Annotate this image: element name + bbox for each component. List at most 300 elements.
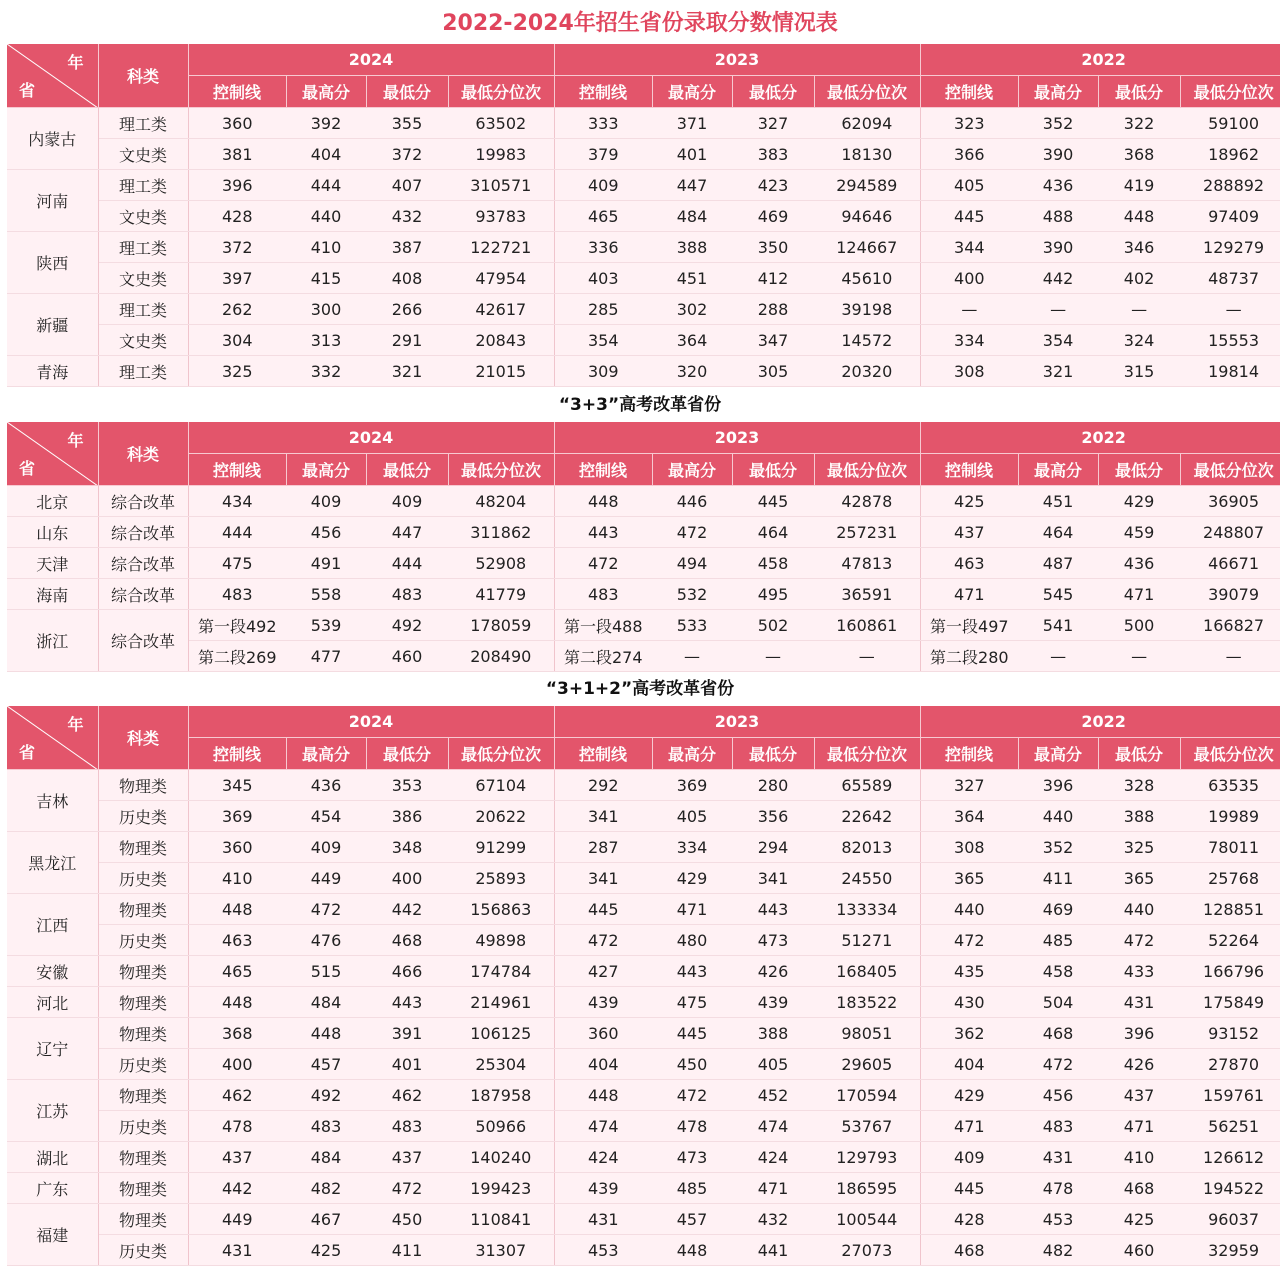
column-header: 最低分位次: [448, 76, 554, 108]
score-cell: 472: [1098, 925, 1180, 956]
category-cell: 理工类: [98, 170, 188, 201]
table-row: [7, 356, 1280, 387]
score-cell: 305: [732, 356, 814, 387]
corner-cell: [7, 44, 98, 108]
score-cell: 47954: [448, 263, 554, 294]
column-header: 最低分: [366, 454, 448, 486]
score-cell: 160861: [814, 610, 920, 641]
score-cell: 386: [366, 801, 448, 832]
score-cell: 472: [652, 1080, 732, 1111]
score-cell: 500: [1098, 610, 1180, 641]
score-cell: 208490: [448, 641, 554, 672]
score-cell: 248807: [1180, 517, 1280, 548]
score-cell: 360: [554, 1018, 652, 1049]
score-cell: 324: [1098, 325, 1180, 356]
score-cell: 445: [554, 894, 652, 925]
score-cell: 468: [1098, 1173, 1180, 1204]
score-cell: 443: [652, 956, 732, 987]
score-cell: 100544: [814, 1204, 920, 1235]
score-cell: 429: [920, 1080, 1018, 1111]
table-row: [7, 170, 1280, 201]
score-cell: 487: [1018, 548, 1098, 579]
score-cell: 471: [732, 1173, 814, 1204]
score-cell: 468: [920, 1235, 1018, 1266]
score-cell: —: [1098, 294, 1180, 325]
score-cell: 327: [920, 770, 1018, 801]
score-cell: 98051: [814, 1018, 920, 1049]
table-row: [7, 201, 1280, 232]
score-cell: 410: [188, 863, 286, 894]
score-cell: 412: [732, 263, 814, 294]
score-cell: 478: [1018, 1173, 1098, 1204]
score-cell: 42878: [814, 486, 920, 517]
score-cell: 336: [554, 232, 652, 263]
score-cell: 128851: [1180, 894, 1280, 925]
score-cell: 93783: [448, 201, 554, 232]
province-cell: 山东: [7, 517, 98, 548]
score-cell: 396: [188, 170, 286, 201]
score-cell: 492: [366, 610, 448, 641]
score-cell: 20843: [448, 325, 554, 356]
score-cell: 460: [1098, 1235, 1180, 1266]
score-cell: 214961: [448, 987, 554, 1018]
score-cell: 409: [554, 170, 652, 201]
score-cell: 355: [366, 108, 448, 139]
category-cell: 历史类: [98, 801, 188, 832]
score-cell: 472: [1018, 1049, 1098, 1080]
header-row-years: [7, 422, 1280, 454]
year-header: 2024: [188, 44, 554, 76]
score-cell: 323: [920, 108, 1018, 139]
score-cell: 183522: [814, 987, 920, 1018]
score-cell: 428: [188, 201, 286, 232]
score-cell: —: [1018, 641, 1098, 672]
column-header: 控制线: [554, 76, 652, 108]
score-cell: 94646: [814, 201, 920, 232]
year-header: 2022: [920, 44, 1280, 76]
score-cell: 46671: [1180, 548, 1280, 579]
score-cell: 541: [1018, 610, 1098, 641]
table-row: [7, 1173, 1280, 1204]
score-cell: 41779: [448, 579, 554, 610]
year-header: 2023: [554, 44, 920, 76]
score-cell: 480: [652, 925, 732, 956]
score-cell: 390: [1018, 139, 1098, 170]
category-cell: 理工类: [98, 232, 188, 263]
score-cell: 52908: [448, 548, 554, 579]
score-cell: 469: [732, 201, 814, 232]
category-cell: 理工类: [98, 108, 188, 139]
table-row: [7, 294, 1280, 325]
score-cell: 426: [732, 956, 814, 987]
province-cell: 福建: [7, 1204, 98, 1266]
score-cell: 27870: [1180, 1049, 1280, 1080]
score-cell: 39079: [1180, 579, 1280, 610]
column-header: 最高分: [1018, 76, 1098, 108]
column-header: 控制线: [554, 738, 652, 770]
score-cell: 471: [1098, 579, 1180, 610]
score-cell: 194522: [1180, 1173, 1280, 1204]
score-cell: 411: [366, 1235, 448, 1266]
score-cell: 457: [652, 1204, 732, 1235]
score-cell: 484: [286, 1142, 366, 1173]
score-cell: 473: [652, 1142, 732, 1173]
table-row: [7, 486, 1280, 517]
table-row: [7, 894, 1280, 925]
column-header: 最低分位次: [814, 738, 920, 770]
table-row: [7, 139, 1280, 170]
header-row-years: [7, 706, 1280, 738]
score-cell: 492: [286, 1080, 366, 1111]
score-cell: 411: [1018, 863, 1098, 894]
score-cell: 20622: [448, 801, 554, 832]
category-cell: 物理类: [98, 1173, 188, 1204]
score-cell: 460: [366, 641, 448, 672]
score-cell: 473: [732, 925, 814, 956]
score-cell: 472: [652, 517, 732, 548]
column-header: 控制线: [188, 738, 286, 770]
score-cell: 440: [286, 201, 366, 232]
score-cell: 449: [188, 1204, 286, 1235]
category-cell: 理工类: [98, 356, 188, 387]
score-cell: 36905: [1180, 486, 1280, 517]
category-cell: 历史类: [98, 1111, 188, 1142]
score-cell: 266: [366, 294, 448, 325]
score-cell: 327: [732, 108, 814, 139]
score-cell: 97409: [1180, 201, 1280, 232]
header-row-columns: [7, 76, 1280, 108]
score-cell: 360: [188, 832, 286, 863]
score-cell: 170594: [814, 1080, 920, 1111]
table-row: [7, 325, 1280, 356]
score-cell: 365: [1098, 863, 1180, 894]
province-cell: 海南: [7, 579, 98, 610]
score-cell: 485: [1018, 925, 1098, 956]
table-row: [7, 1142, 1280, 1173]
score-cell: 168405: [814, 956, 920, 987]
score-cell: 448: [188, 894, 286, 925]
category-cell: 物理类: [98, 770, 188, 801]
category-cell: 物理类: [98, 1018, 188, 1049]
score-cell: 471: [652, 894, 732, 925]
score-cell: 362: [920, 1018, 1018, 1049]
score-cell: 第二段280: [920, 641, 1018, 672]
score-cell: 408: [366, 263, 448, 294]
score-cell: 175849: [1180, 987, 1280, 1018]
score-cell: 472: [554, 925, 652, 956]
score-cell: 459: [1098, 517, 1180, 548]
column-header: 最低分: [732, 738, 814, 770]
score-cell: 156863: [448, 894, 554, 925]
score-cell: 294: [732, 832, 814, 863]
score-cell: 502: [732, 610, 814, 641]
score-cell: 458: [1018, 956, 1098, 987]
corner-province-label: 省: [19, 743, 36, 762]
score-cell: 423: [732, 170, 814, 201]
score-cell: 322: [1098, 108, 1180, 139]
category-cell: 历史类: [98, 1235, 188, 1266]
score-cell: 42617: [448, 294, 554, 325]
score-cell: 50966: [448, 1111, 554, 1142]
score-cell: 483: [188, 579, 286, 610]
year-header: 2024: [188, 706, 554, 738]
score-cell: 484: [652, 201, 732, 232]
score-cell: 174784: [448, 956, 554, 987]
year-header: 2022: [920, 706, 1280, 738]
score-cell: 346: [1098, 232, 1180, 263]
category-cell: 综合改革: [98, 579, 188, 610]
score-cell: 448: [554, 486, 652, 517]
score-cell: 14572: [814, 325, 920, 356]
score-cell: 475: [188, 548, 286, 579]
province-cell: 江苏: [7, 1080, 98, 1142]
column-header: 最低分位次: [448, 738, 554, 770]
score-cell: 383: [732, 139, 814, 170]
score-cell: 388: [1098, 801, 1180, 832]
score-cell: 448: [652, 1235, 732, 1266]
score-cell: 475: [652, 987, 732, 1018]
category-cell: 物理类: [98, 1080, 188, 1111]
score-cell: 366: [920, 139, 1018, 170]
score-cell: 29605: [814, 1049, 920, 1080]
score-cell: 424: [732, 1142, 814, 1173]
score-cell: 19989: [1180, 801, 1280, 832]
score-cell: 396: [1018, 770, 1098, 801]
table-row: [7, 1111, 1280, 1142]
score-cell: 280: [732, 770, 814, 801]
province-cell: 新疆: [7, 294, 98, 356]
score-cell: 448: [286, 1018, 366, 1049]
year-header: 2022: [920, 422, 1280, 454]
column-header: 最低分: [732, 76, 814, 108]
column-header: 最低分: [1098, 738, 1180, 770]
score-cell: 365: [920, 863, 1018, 894]
year-header: 2024: [188, 422, 554, 454]
table-row: [7, 1204, 1280, 1235]
score-cell: 129279: [1180, 232, 1280, 263]
score-cell: 328: [1098, 770, 1180, 801]
score-cell: 15553: [1180, 325, 1280, 356]
header-row-years: [7, 44, 1280, 76]
score-cell: 484: [286, 987, 366, 1018]
score-cell: 404: [286, 139, 366, 170]
score-cell: 388: [732, 1018, 814, 1049]
score-cell: 450: [366, 1204, 448, 1235]
score-cell: 444: [366, 548, 448, 579]
score-cell: 48737: [1180, 263, 1280, 294]
column-header: 最低分: [732, 454, 814, 486]
score-cell: 465: [554, 201, 652, 232]
category-cell: 物理类: [98, 956, 188, 987]
category-cell: 物理类: [98, 894, 188, 925]
score-cell: 472: [920, 925, 1018, 956]
score-cell: 364: [652, 325, 732, 356]
score-cell: 91299: [448, 832, 554, 863]
score-cell: 469: [1018, 894, 1098, 925]
table-row: [7, 801, 1280, 832]
score-cell: 442: [366, 894, 448, 925]
score-cell: 354: [554, 325, 652, 356]
score-cell: —: [1180, 294, 1280, 325]
score-cell: 62094: [814, 108, 920, 139]
score-cell: 321: [366, 356, 448, 387]
score-cell: 437: [920, 517, 1018, 548]
score-cell: —: [814, 641, 920, 672]
province-cell: 天津: [7, 548, 98, 579]
score-cell: 440: [1098, 894, 1180, 925]
score-cell: 482: [286, 1173, 366, 1204]
category-cell: 综合改革: [98, 486, 188, 517]
category-cell: 物理类: [98, 1142, 188, 1173]
score-cell: 425: [920, 486, 1018, 517]
score-cell: 472: [286, 894, 366, 925]
category-cell: 物理类: [98, 987, 188, 1018]
score-cell: 483: [286, 1111, 366, 1142]
score-cell: 67104: [448, 770, 554, 801]
score-cell: 471: [1098, 1111, 1180, 1142]
score-cell: 333: [554, 108, 652, 139]
column-header: 最低分: [1098, 76, 1180, 108]
score-cell: 425: [286, 1235, 366, 1266]
category-cell: 物理类: [98, 832, 188, 863]
column-header: 最低分位次: [448, 454, 554, 486]
score-cell: 308: [920, 832, 1018, 863]
score-cell: 409: [366, 486, 448, 517]
score-cell: 321: [1018, 356, 1098, 387]
score-cell: 482: [1018, 1235, 1098, 1266]
column-header: 最低分位次: [814, 454, 920, 486]
score-cell: 545: [1018, 579, 1098, 610]
score-cell: 478: [652, 1111, 732, 1142]
score-cell: 110841: [448, 1204, 554, 1235]
province-cell: 浙江: [7, 610, 98, 672]
category-cell: 文史类: [98, 263, 188, 294]
column-header: 最低分位次: [1180, 76, 1280, 108]
score-cell: 262: [188, 294, 286, 325]
score-cell: 432: [366, 201, 448, 232]
score-cell: 483: [1018, 1111, 1098, 1142]
score-cell: 471: [920, 579, 1018, 610]
score-cell: 474: [554, 1111, 652, 1142]
score-cell: 410: [286, 232, 366, 263]
score-cell: 476: [286, 925, 366, 956]
score-cell: 447: [652, 170, 732, 201]
score-cell: 462: [188, 1080, 286, 1111]
score-cell: 63502: [448, 108, 554, 139]
score-cell: 439: [732, 987, 814, 1018]
score-cell: 471: [920, 1111, 1018, 1142]
score-cell: 405: [652, 801, 732, 832]
score-cell: 426: [1098, 1049, 1180, 1080]
table-row: [7, 987, 1280, 1018]
score-cell: 288892: [1180, 170, 1280, 201]
score-cell: 311862: [448, 517, 554, 548]
section-subtitle: “3+3”高考改革省份: [558, 395, 722, 415]
score-cell: 129793: [814, 1142, 920, 1173]
score-cell: 440: [1018, 801, 1098, 832]
score-cell: 415: [286, 263, 366, 294]
table-row: [7, 1235, 1280, 1266]
score-cell: 25768: [1180, 863, 1280, 894]
score-cell: 494: [652, 548, 732, 579]
province-cell: 安徽: [7, 956, 98, 987]
score-cell: 427: [554, 956, 652, 987]
score-cell: 431: [188, 1235, 286, 1266]
score-cell: 369: [188, 801, 286, 832]
category-cell: 文史类: [98, 201, 188, 232]
score-cell: 466: [366, 956, 448, 987]
score-cell: —: [732, 641, 814, 672]
score-cell: 472: [554, 548, 652, 579]
score-cell: 309: [554, 356, 652, 387]
score-cell: 51271: [814, 925, 920, 956]
score-cell: 341: [732, 863, 814, 894]
province-cell: 广东: [7, 1173, 98, 1204]
score-cell: 356: [732, 801, 814, 832]
header-row-columns: [7, 738, 1280, 770]
score-cell: 292: [554, 770, 652, 801]
score-cell: 36591: [814, 579, 920, 610]
score-cell: 364: [920, 801, 1018, 832]
score-cell: —: [1098, 641, 1180, 672]
column-header: 最高分: [1018, 454, 1098, 486]
section-subtitle: “3+1+2”高考改革省份: [545, 679, 735, 699]
score-cell: 488: [1018, 201, 1098, 232]
table-row: [7, 1049, 1280, 1080]
score-cell: 32959: [1180, 1235, 1280, 1266]
province-cell: 陕西: [7, 232, 98, 294]
province-cell: 北京: [7, 486, 98, 517]
score-cell: 435: [920, 956, 1018, 987]
province-cell: 江西: [7, 894, 98, 956]
score-cell: 334: [920, 325, 1018, 356]
table-row: [7, 548, 1280, 579]
score-cell: 25304: [448, 1049, 554, 1080]
score-cell: 454: [286, 801, 366, 832]
score-cell: 310571: [448, 170, 554, 201]
score-cell: 539: [286, 610, 366, 641]
score-cell: 458: [732, 548, 814, 579]
score-cell: 404: [920, 1049, 1018, 1080]
score-cell: 430: [920, 987, 1018, 1018]
score-cell: 159761: [1180, 1080, 1280, 1111]
score-cell: 53767: [814, 1111, 920, 1142]
column-header: 最低分位次: [814, 76, 920, 108]
score-cell: 437: [1098, 1080, 1180, 1111]
score-cell: 472: [366, 1173, 448, 1204]
column-header: 最高分: [286, 76, 366, 108]
score-cell: 372: [188, 232, 286, 263]
table-row: [7, 832, 1280, 863]
score-cell: 360: [188, 108, 286, 139]
score-cell: 441: [732, 1235, 814, 1266]
score-cell: 456: [286, 517, 366, 548]
score-cell: 409: [286, 832, 366, 863]
score-cell: 400: [920, 263, 1018, 294]
score-cell: 558: [286, 579, 366, 610]
score-cell: 410: [1098, 1142, 1180, 1173]
category-cell: 文史类: [98, 139, 188, 170]
score-cell: 320: [652, 356, 732, 387]
score-cell: 446: [652, 486, 732, 517]
table-row: [7, 925, 1280, 956]
score-cell: 82013: [814, 832, 920, 863]
score-cell: 122721: [448, 232, 554, 263]
score-cell: 453: [1018, 1204, 1098, 1235]
score-cell: 428: [920, 1204, 1018, 1235]
score-cell: 353: [366, 770, 448, 801]
score-cell: 126612: [1180, 1142, 1280, 1173]
